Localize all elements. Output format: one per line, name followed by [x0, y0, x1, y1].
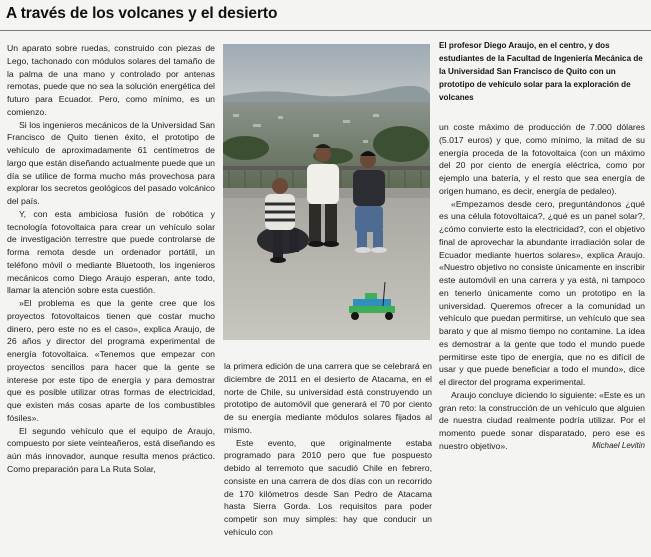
text-column-1 — [7, 42, 215, 476]
text-column-2 — [224, 360, 432, 539]
author-signature: Michael Levitin — [592, 440, 645, 450]
text-column-3 — [439, 121, 645, 453]
paragraph: Si los ingenieros mecánicos de la Universidad San Francisco de Quito tienen éxito, el prototipo de vehículo de aproximadamente 61 centímetros de largo que están diseñando actualmente puede que un día se utilice de forma mucho más provechosa para explorar los secretos geológicos del pasado volcánico del país. — [7, 119, 215, 206]
headline-rule — [0, 30, 651, 31]
paragraph: «Empezamos desde cero, preguntándonos ¿qué es una célula fotovoltaica?, ¿qué es un panel solar?, ¿cómo convierte esto la electricidad?, con el objetivo final de aprovechar la abundante irradiación solar de Ecuador mediante huertos solares», explica Araujo. «Nuestro objetivo no consiste únicamente en inscribir este automóvil en una carrera y ya está, ni tampoco en tenerlo únicamente como un prototipo en la universidad. Queremos ofrecer a la comunidad un vehículo que puedan permitirse, un vehículo que sea barato y que al mismo tiempo no contamine. La idea es demostrar a la gente que todo el mundo puede permitirse este tipo de energía, que no es difícil de usar y que puede beneficiar a todo el mundo», dice el director del programa experimental. — [439, 198, 645, 387]
paragraph: Un aparato sobre ruedas, construido con piezas de Lego, tachonado con módulos solares del tamaño de la palma de una mano y controlado por antenas remotas, puede que no sea la solución energética del futuro para Ecuador. Pero, como mínimo, es un comienzo. — [7, 43, 215, 117]
paragraph: Y, con esta ambiciosa fusión de robótica y tecnología fotovoltaica para crear un vehículo solar de investigación terrestre que puede controlarse de forma remota desde un ordenador portátil, un teléfono móvil o mediante Bluetooth, los ingenieros mecánicos como Diego Araujo esperan, ante todo, llamar la atención sobre esta cuestión. — [7, 208, 215, 296]
paragraph: la primera edición de una carrera que se celebrará en diciembre de 2011 en el desierto de Atacama, en el norte de Chile, su universidad está construyendo un prototipo de automóvil que generará el 70 por ciento de su energía mediante módulos solares fijados al mismo. — [224, 361, 432, 435]
paragraph: un coste máximo de producción de 7.000 dólares (5.017 euros) y que, como mínimo, la mitad de su energía proceda de la fotovoltaica (con un máximo del 20 por ciento de energía eléctrica, como por ejemplo una batería, y el resto que sea energía de origen humano, es decir, energía de pedaleo). — [439, 122, 645, 196]
closing-text: Araujo concluye diciendo lo siguiente: «Este es un gran reto: la construcción de un vehículo que alguien de nuestra ciudad realmente podría utilizar. Por el momento puede sonar disparatado, pero ese es nuestro objetivo». — [439, 389, 645, 451]
paragraph — [439, 389, 645, 453]
photo-scene — [223, 44, 430, 340]
article-headline: A través de los volcanes y el desierto — [6, 5, 278, 22]
photo-caption: El profesor Diego Araujo, en el centro, y dos estudiantes de la Facultad de Ingeniería Mecánica de la Universidad San Francisco de Quito con un prototipo de vehículo solar para la exploración de volcanes — [439, 41, 643, 102]
paragraph: Este evento, que originalmente estaba programado para 2010 pero que fue pospuesto debido al terremoto que sacudió Chile en febrero, consiste en una carrera de dos días con un recorrido de 170 kilómetros desde San Pedro de Atacama hasta Sierra Gorda. Los requisitos para poder competir son muy simples: hay que conducir un vehículo con — [224, 437, 432, 537]
paragraph: El segundo vehículo que el equipo de Araujo, compuesto por siete veinteañeros, está diseñando es aún más innovador, aunque resulta menos práctico. Como preparación para La Ruta Solar, — [7, 425, 215, 474]
paragraph: »El problema es que la gente cree que los proyectos fotovoltaicos tienen que costar mucho dinero, pero este no es el caso», explica Araujo, de 26 años y director del programa experimental de energía fotovoltaica. «Tenemos que empezar con proyectos sencillos para hacer que la gente se interese por este tipo de energía y para demostrar que es posible utilizar otras formas de electricidad, que existen más cosas aparte de los combustibles fósiles». — [7, 298, 215, 423]
article-photo — [223, 44, 430, 340]
